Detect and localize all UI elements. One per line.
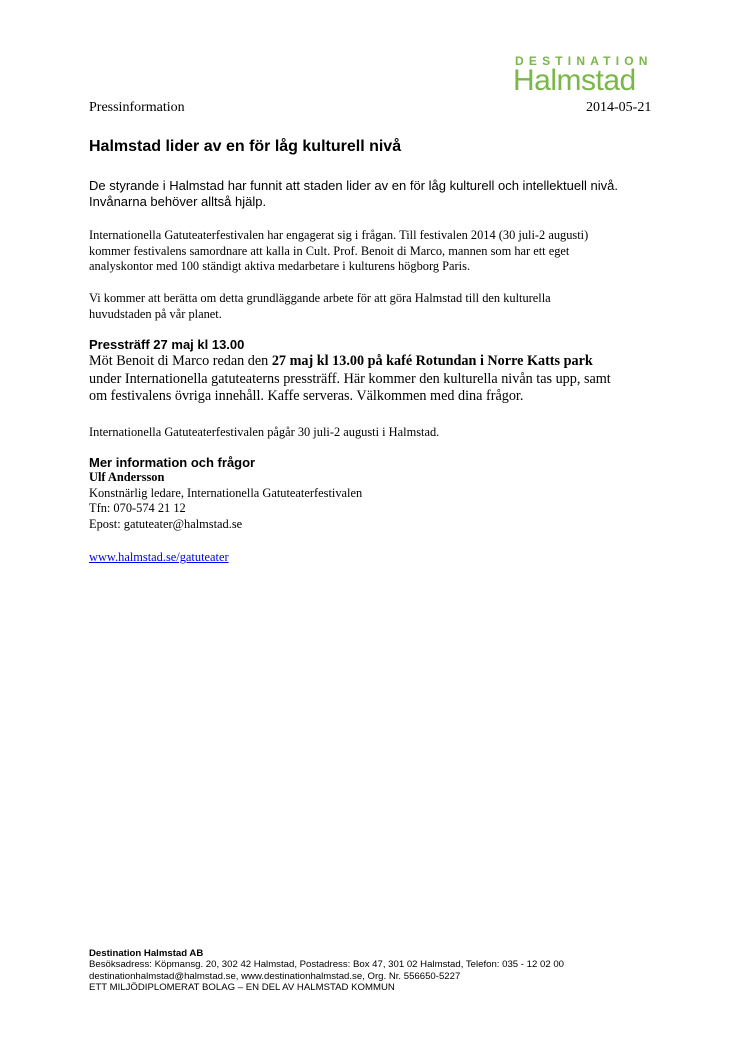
paragraph-line: om festivalens övriga innehåll. Kaffe serveras. Välkommen med dina frågor.: [89, 388, 524, 404]
press-text: Möt Benoit di Marco redan den: [89, 353, 272, 369]
paragraph-line: Vi kommer att berätta om detta grundläggande arbete för att göra Halmstad till den kulturella: [89, 291, 551, 305]
lead-line: Invånarna behöver alltså hjälp.: [89, 193, 267, 209]
footer-contact: destinationhalmstad@halmstad.se, www.destinationhalmstad.se, Org. Nr. 556650-5227: [89, 970, 461, 982]
website-link[interactable]: www.halmstad.se/gatuteater: [89, 550, 229, 564]
paragraph-line: Internationella Gatuteaterfestivalen har engagerat sig i frågan. Till festivalen 2014 (30 juli-2 augusti): [89, 228, 589, 242]
body-paragraph-2: [89, 291, 669, 322]
contact-phone: Tfn: 070-574 21 12: [89, 501, 186, 515]
press-highlight: 27 maj kl 13.00 på kafé Rotundan i Norre Katts park: [271, 353, 593, 369]
festival-note: Internationella Gatuteaterfestivalen pågår 30 juli-2 augusti i Halmstad.: [89, 425, 440, 439]
footer-address: Besöksadress: Köpmansg. 20, 302 42 Halmstad, Postadress: Box 47, 301 02 Halmstad, Telefon: 035 - 12 02 00: [89, 959, 564, 971]
body-paragraph-1: [89, 228, 669, 275]
lead-line: De styrande i Halmstad har funnit att staden lider av en för låg kulturell och intellektuell nivå.: [89, 178, 618, 193]
press-heading: Pressträff 27 maj kl 13.00: [89, 337, 245, 352]
lead-paragraph: [89, 178, 669, 209]
press-paragraph: [89, 353, 669, 406]
footer-tagline: ETT MILJÖDIPLOMERAT BOLAG – EN DEL AV HALMSTAD KOMMUN: [89, 982, 395, 994]
contact-email: Epost: gatuteater@halmstad.se: [89, 516, 243, 531]
footer: [89, 948, 669, 994]
contact-role: Konstnärlig ledare, Internationella Gatuteaterfestivalen: [89, 485, 363, 500]
more-info-heading: Mer information och frågor: [89, 455, 256, 470]
document-date: 2014-05-21: [586, 100, 652, 115]
footer-company: Destination Halmstad AB: [89, 948, 204, 959]
logo-halmstad: Halmstad: [513, 64, 636, 97]
logo-destination: DESTINATION: [515, 54, 653, 68]
paragraph-line: kommer festivalens samordnare att kalla in Cult. Prof. Benoit di Marco, mannen som har ett eget: [89, 243, 570, 258]
paragraph-line: [89, 353, 669, 371]
document-label: Pressinformation: [89, 100, 185, 115]
page-title: Halmstad lider av en för låg kulturell nivå: [89, 138, 402, 155]
paragraph-line: analyskontor med 100 ständigt aktiva medarbetare i kulturens högborg Paris.: [89, 259, 471, 273]
paragraph-line: under Internationella gatuteaterns pressträff. Här kommer den kulturella nivån tas upp, samt: [89, 370, 611, 387]
contact-name: Ulf Andersson: [89, 470, 165, 484]
paragraph-line: huvudstaden på vår planet.: [89, 306, 222, 321]
contact-block: [89, 470, 362, 532]
